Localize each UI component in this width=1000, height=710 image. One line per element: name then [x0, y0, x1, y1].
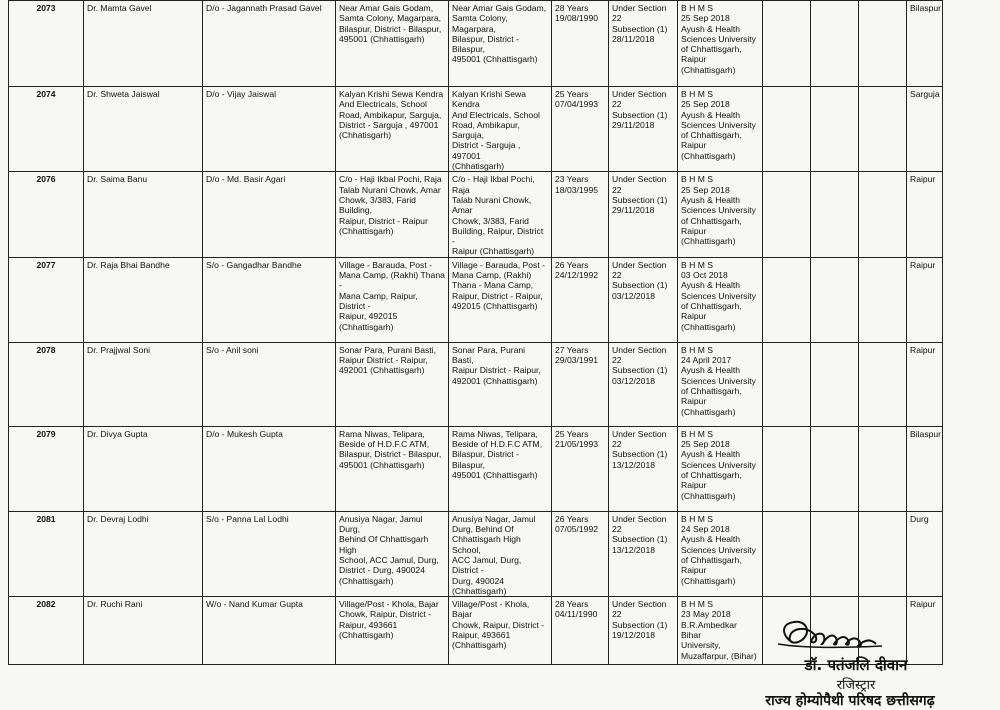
address: Kalyan Krishi Sewa Kendra And Electricals, School Road, Ambikapur, Sarguja, District - Sarguja , 497001 (Chhatisgarh) [336, 87, 449, 172]
age-dob: 26 Years 24/12/1992 [552, 257, 609, 342]
registration-table [8, 0, 943, 665]
permanent-address: Near Amar Gais Godam, Samta Colony, Magarpara, Bilaspur, District - Bilaspur, 495001 (Chhattisgarh) [449, 1, 552, 87]
address: Sonar Para, Purani Basti, Raipur District - Raipur, 492001 (Chhattisgarh) [336, 342, 449, 426]
registrant-name: Dr. Raja Bhai Bandhe [84, 257, 203, 342]
relation: D/o - Vijay Jaiswal [203, 87, 336, 172]
registration-section: Under Section 22 Subsection (1) 19/12/2018 [609, 597, 678, 665]
table-row [9, 511, 943, 596]
relation: D/o - Mukesh Gupta [203, 426, 336, 511]
entry-number: 2074 [9, 87, 84, 172]
blank-cell [859, 342, 907, 426]
entry-number: 2077 [9, 257, 84, 342]
age-dob: 26 Years 07/05/1992 [552, 511, 609, 596]
blank-cell [859, 426, 907, 511]
qualification: B H M S 25 Sep 2018 Ayush & Health Sciences University of Chhattisgarh, Raipur (Chhattisgarh) [678, 172, 763, 257]
district: Durg [907, 511, 943, 596]
age-dob: 25 Years 21/05/1993 [552, 426, 609, 511]
blank-cell [763, 172, 811, 257]
permanent-address: Rama Niwas, Telipara, Beside of H.D.F.C ATM, Bilaspur, District - Bilaspur, 495001 (Chhattisgarh) [449, 426, 552, 511]
district: Raipur [907, 257, 943, 342]
qualification: B H M S 25 Sep 2018 Ayush & Health Sciences University of Chhattisgarh, Raipur (Chhattisgarh) [678, 426, 763, 511]
blank-cell [811, 426, 859, 511]
registrant-name: Dr. Shweta Jaiswal [84, 87, 203, 172]
qualification: B H M S 25 Sep 2018 Ayush & Health Sciences University of Chhattisgarh, Raipur (Chhattisgarh) [678, 1, 763, 87]
table-row [9, 172, 943, 257]
council-name: राज्य होम्योपैथी परिषद छत्तीसगढ़ [765, 693, 935, 709]
table-row [9, 1, 943, 87]
blank-cell [811, 172, 859, 257]
entry-number: 2078 [9, 342, 84, 426]
district: Raipur [907, 597, 943, 665]
handwritten-signature [772, 614, 922, 654]
registrant-name: Dr. Divya Gupta [84, 426, 203, 511]
qualification: B H M S 24 April 2017 Ayush & Health Sciences University of Chhattisgarh, Raipur (Chhattisgarh) [678, 342, 763, 426]
permanent-address: Village - Barauda, Post - Mana Camp, (Rakhi) Thana - Mana Camp, Raipur, District - Raipur, 492015 (Chhattisgarh) [449, 257, 552, 342]
blank-cell [859, 172, 907, 257]
blank-cell [811, 342, 859, 426]
permanent-address: Anusiya Nagar, Jamul Durg, Behind Of Chhattisgarh High School, ACC Jamul, Durg, District - Durg, 490024 (Chhattisgarh) [449, 511, 552, 596]
relation: S/o - Anil soni [203, 342, 336, 426]
address: Rama Niwas, Telipara, Beside of H.D.F.C ATM, Bilaspur, District - Bilaspur, 495001 (Chhattisgarh) [336, 426, 449, 511]
address: Anusiya Nagar, Jamul Durg, Behind Of Chhattisgarh High School, ACC Jamul, Durg, District - Durg, 490024 (Chhattisgarh) [336, 511, 449, 596]
blank-cell [763, 511, 811, 596]
blank-cell [859, 87, 907, 172]
blank-cell [859, 511, 907, 596]
permanent-address: Village/Post - Khola, Bajar Chowk, Raipur, District - Raipur, 493661 (Chhattisgarh) [449, 597, 552, 665]
age-dob: 25 Years 07/04/1993 [552, 87, 609, 172]
permanent-address: C/o - Haji Ikbal Pochi, Raja Talab Nurani Chowk, Amar Chowk, 3/383, Farid Building, Raipur, District - Raipur (Chhattisgarh) [449, 172, 552, 257]
address: Near Amar Gais Godam, Samta Colony, Magarpara, Bilaspur, District - Bilaspur, 495001 (Chhattisgarh) [336, 1, 449, 87]
entry-number: 2081 [9, 511, 84, 596]
age-dob: 28 Years 04/11/1990 [552, 597, 609, 665]
registration-section: Under Section 22 Subsection (1) 03/12/2018 [609, 342, 678, 426]
blank-cell [811, 87, 859, 172]
blank-cell [763, 342, 811, 426]
relation: D/o - Jagannath Prasad Gavel [203, 1, 336, 87]
registrant-name: Dr. Mamta Gavel [84, 1, 203, 87]
registrant-name: Dr. Ruchi Rani [84, 597, 203, 665]
qualification: B H M S 25 Sep 2018 Ayush & Health Sciences University of Chhattisgarh, Raipur (Chhattisgarh) [678, 87, 763, 172]
permanent-address: Sonar Para, Purani Basti, Raipur District - Raipur, 492001 (Chhattisgarh) [449, 342, 552, 426]
relation: S/o - Gangadhar Bandhe [203, 257, 336, 342]
district: Raipur [907, 172, 943, 257]
table-row [9, 87, 943, 172]
qualification: B H M S 03 Oct 2018 Ayush & Health Sciences University of Chhattisgarh, Raipur (Chhattisgarh) [678, 257, 763, 342]
blank-cell [763, 87, 811, 172]
registration-section: Under Section 22 Subsection (1) 03/12/2018 [609, 257, 678, 342]
signatory-designation: रजिस्ट्रार [836, 678, 876, 693]
entry-number: 2076 [9, 172, 84, 257]
registration-section: Under Section 22 Subsection (1) 29/11/2018 [609, 87, 678, 172]
age-dob: 28 Years 19/08/1990 [552, 1, 609, 87]
blank-cell [811, 1, 859, 87]
table-body [9, 1, 943, 665]
district: Bilaspur [907, 426, 943, 511]
age-dob: 23 Years 18/03/1995 [552, 172, 609, 257]
table-row [9, 342, 943, 426]
relation: D/o - Md. Basir Agari [203, 172, 336, 257]
registration-section: Under Section 22 Subsection (1) 13/12/2018 [609, 426, 678, 511]
registrant-name: Dr. Saima Banu [84, 172, 203, 257]
entry-number: 2082 [9, 597, 84, 665]
registrant-name: Dr. Devraj Lodhi [84, 511, 203, 596]
address: Village - Barauda, Post - Mana Camp, (Rakhi) Thana - Mana Camp, Raipur, District - Raipur, 492015 (Chhattisgarh) [336, 257, 449, 342]
district: Sarguja [907, 87, 943, 172]
blank-cell [763, 426, 811, 511]
permanent-address: Kalyan Krishi Sewa Kendra And Electricals, School Road, Ambikapur, Sarguja, District - Sarguja , 497001 (Chhatisgarh) [449, 87, 552, 172]
age-dob: 27 Years 29/03/1991 [552, 342, 609, 426]
entry-number: 2079 [9, 426, 84, 511]
blank-cell [859, 1, 907, 87]
blank-cell [763, 257, 811, 342]
registration-section: Under Section 22 Subsection (1) 28/11/2018 [609, 1, 678, 87]
signatory-name: डॉ. पतंजलि दीवान [804, 656, 908, 674]
qualification: B H M S 24 Sep 2018 Ayush & Health Sciences University of Chhattisgarh, Raipur (Chhattisgarh) [678, 511, 763, 596]
blank-cell [763, 1, 811, 87]
registration-section: Under Section 22 Subsection (1) 13/12/2018 [609, 511, 678, 596]
blank-cell [859, 257, 907, 342]
blank-cell [811, 511, 859, 596]
district: Bilaspur [907, 1, 943, 87]
relation: S/o - Panna Lal Lodhi [203, 511, 336, 596]
relation: W/o - Nand Kumar Gupta [203, 597, 336, 665]
table-row [9, 257, 943, 342]
registration-section: Under Section 22 Subsection (1) 29/11/2018 [609, 172, 678, 257]
table-row [9, 426, 943, 511]
blank-cell [811, 257, 859, 342]
address: C/o - Haji Ikbal Pochi, Raja Talab Nurani Chowk, Amar Chowk, 3/383, Farid Building, Raipur, District - Raipur (Chhattisgarh) [336, 172, 449, 257]
qualification: B H M S 23 May 2018 B.R.Ambedkar Bihar University, Muzaffarpur, (Bihar) [678, 597, 763, 665]
district: Raipur [907, 342, 943, 426]
entry-number: 2073 [9, 1, 84, 87]
address: Village/Post - Khola, Bajar Chowk, Raipur, District - Raipur, 493661 (Chhattisgarh) [336, 597, 449, 665]
registrant-name: Dr. Prajjwal Soni [84, 342, 203, 426]
